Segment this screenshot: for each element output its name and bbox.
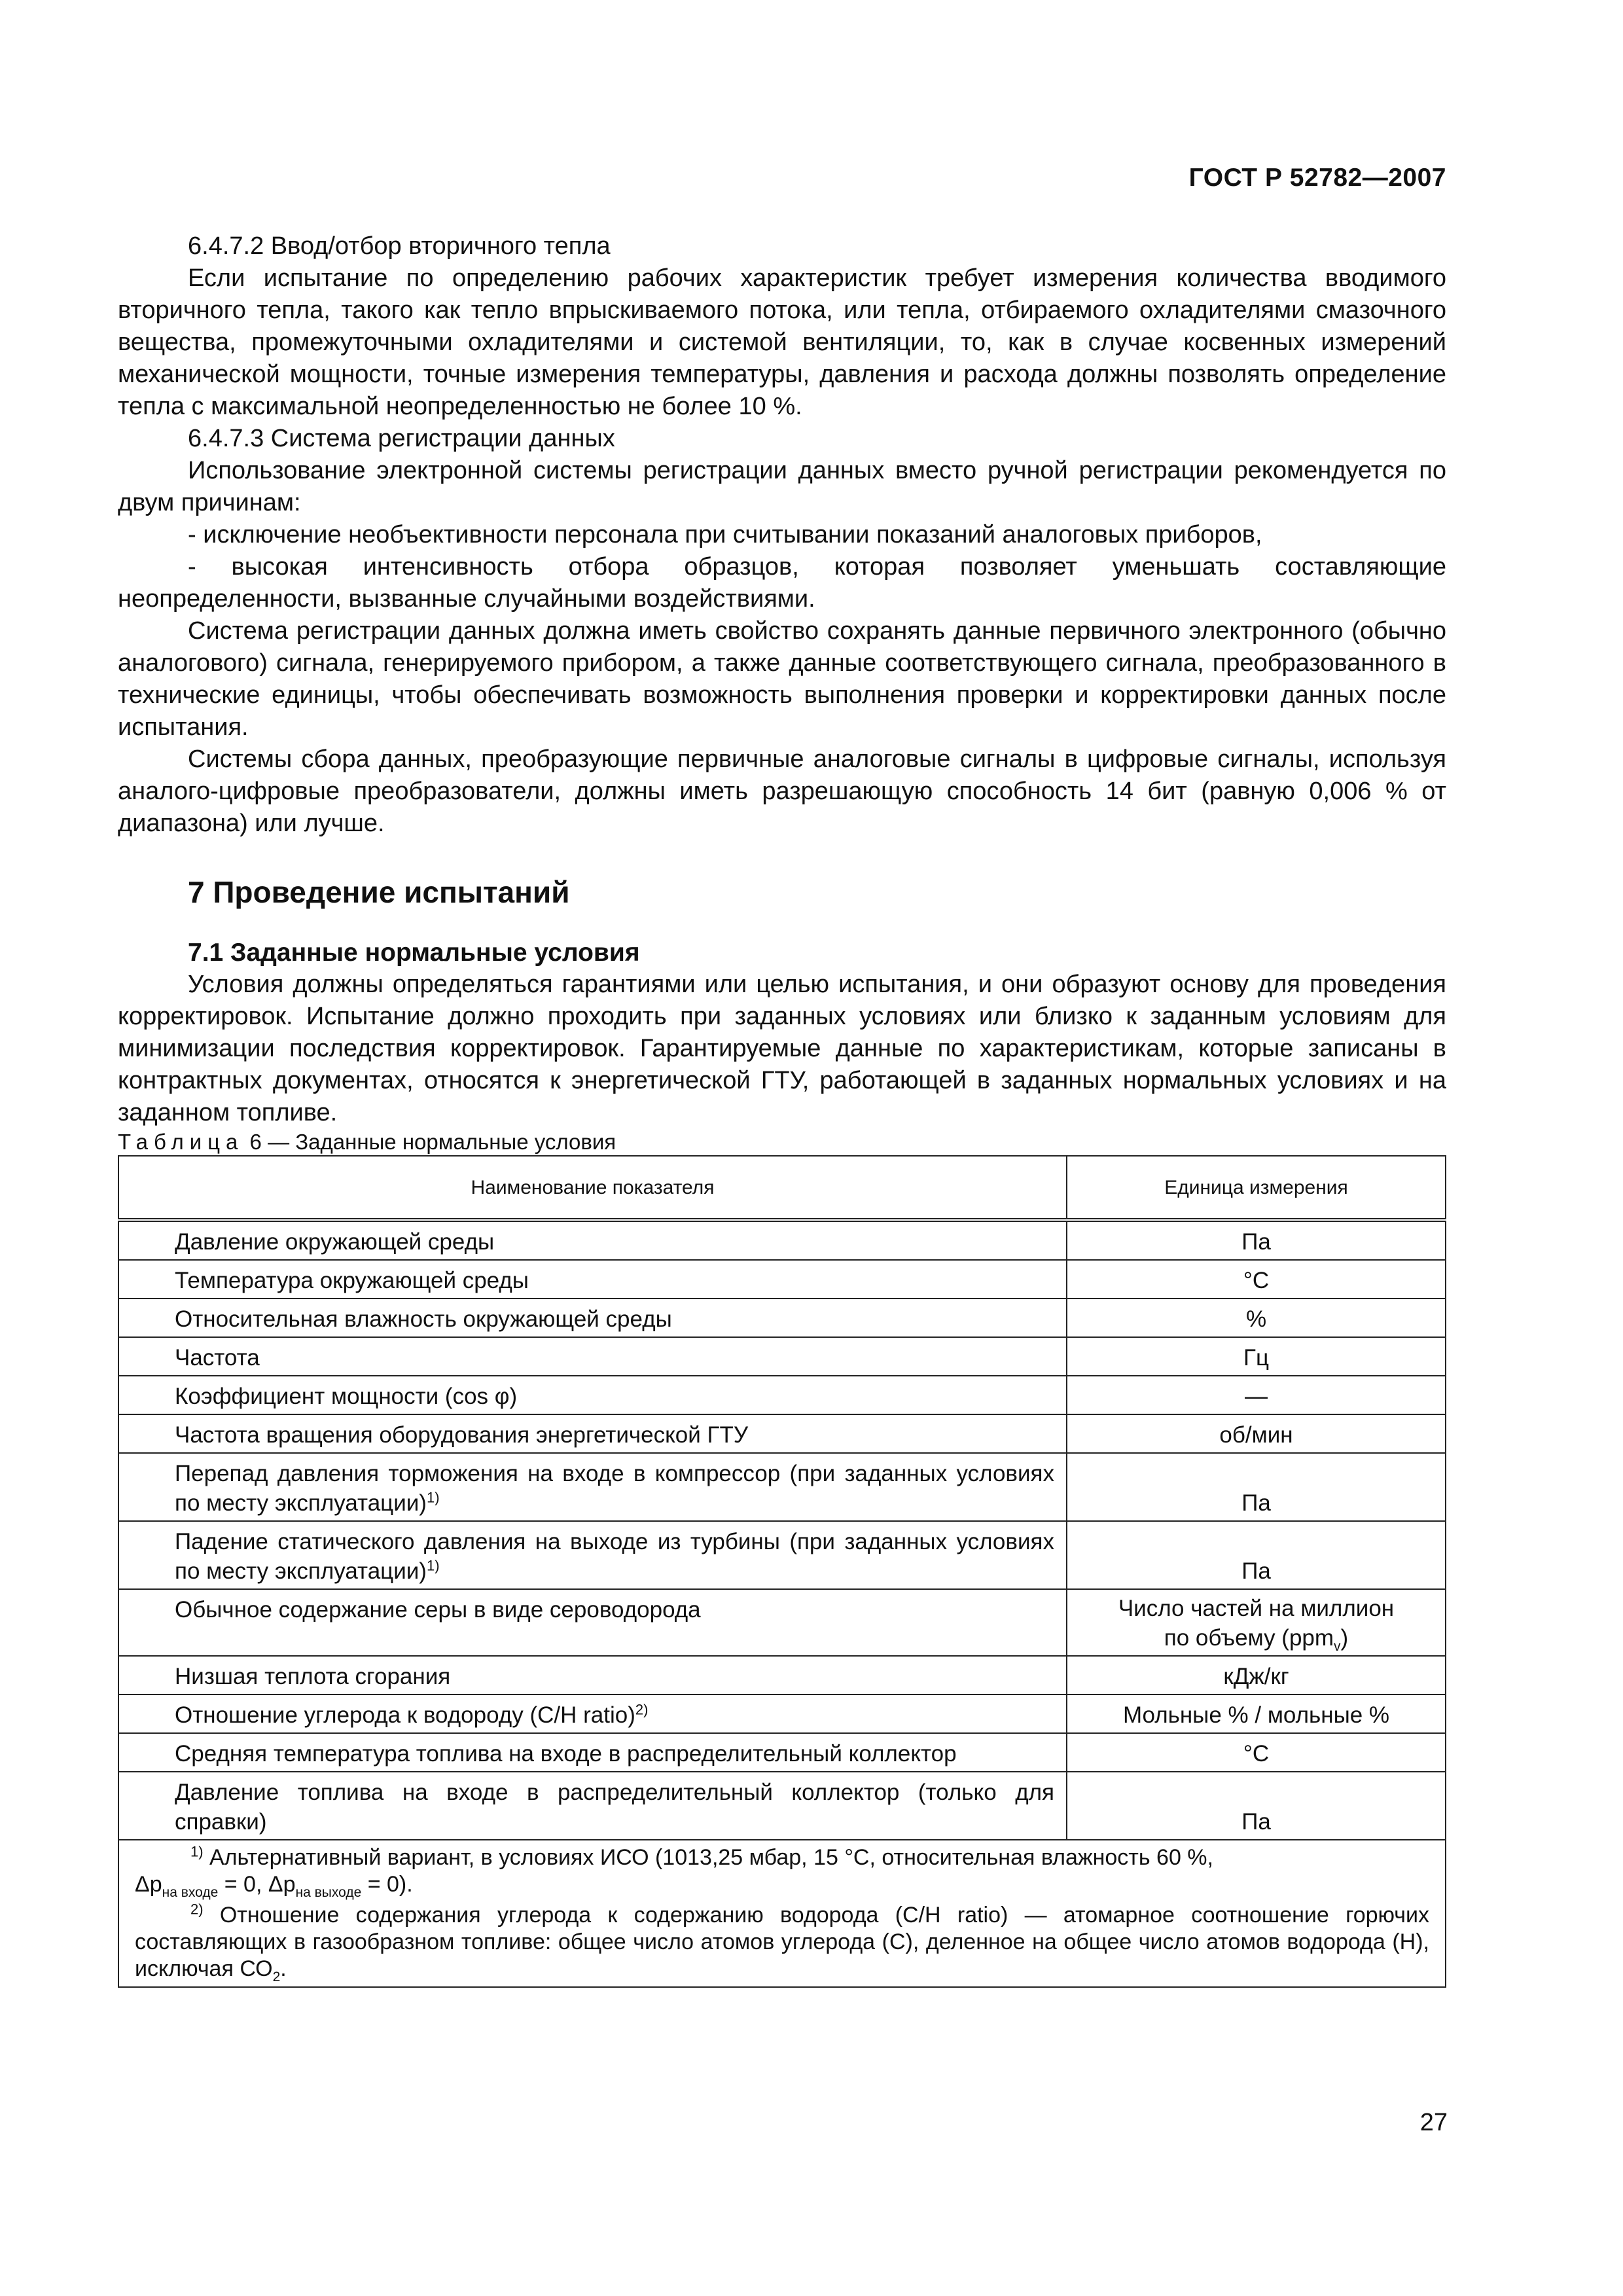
parameter-name: Обычное содержание серы в виде сероводорода [118,1589,1067,1656]
parameter-unit: °С [1067,1260,1446,1299]
table-row [118,1453,1446,1521]
table-row [118,1733,1446,1772]
footnote-1-continuation [135,1871,1429,1898]
table-row [118,1414,1446,1453]
parameter-name: Температура окружающей среды [118,1260,1067,1299]
parameter-unit: кДж/кг [1067,1656,1446,1695]
delta-p: Δр [135,1872,162,1897]
parameter-unit: Гц [1067,1337,1446,1376]
table-caption [118,1129,1446,1155]
footnote-2 [135,1902,1429,1982]
document-code: ГОСТ Р 52782—2007 [1188,164,1446,192]
table-notes-row [118,1840,1446,1987]
table-row [118,1299,1446,1337]
footnote-1 [135,1844,1429,1871]
paragraph: Условия должны определяться гарантиями или целью испытания, и они образуют основу для проведения корректировок. Испытание должно проходить при заданных условиях или близко к заданным условиям для минимизации последствия корректировок. Гарантируемые данные по характеристикам, которые записаны в контрактных документах, относятся к энергетической ГТУ, работающей в заданных нормальных условиях и на заданном топливе. [118,971,1446,1126]
table-header-row [118,1156,1446,1220]
table-row [118,1260,1446,1299]
parameter-unit: % [1067,1299,1446,1337]
table-notes [118,1840,1446,1987]
conditions-table [118,1155,1446,1988]
subsection-title: 7.1 Заданные нормальные условия [188,939,640,967]
footnote-text: = 0). [361,1872,413,1897]
parameter-unit: Па [1067,1772,1446,1840]
parameter-name: Средняя температура топлива на входе в распределительный коллектор [118,1733,1067,1772]
list-item: - высокая интенсивность отбора образцов, которая позволяет уменьшать составляющие неопределенности, вызванные случайными воздействиями. [118,553,1446,613]
footnote-mark: 1) [426,1557,440,1574]
parameter-unit [1067,1589,1446,1656]
footnote-mark: 1) [426,1489,440,1506]
parameter-name: Низшая теплота сгорания [118,1656,1067,1695]
footnote-text: . [280,1956,287,1981]
table-row [118,1695,1446,1733]
subscript-inlet: на входе [162,1884,219,1900]
table-row [118,1772,1446,1840]
paragraph: Использование электронной системы регистрации данных вместо ручной регистрации рекомендуется по двум причинам: [118,457,1446,516]
parameter-name: Давление топлива на входе в распределительный коллектор (только для справки) [118,1772,1067,1840]
footnote-mark: 2) [190,1901,204,1918]
parameter-name [118,1695,1067,1733]
parameter-name: Относительная влажность окружающей среды [118,1299,1067,1337]
table-row [118,1521,1446,1589]
paragraph: Если испытание по определению рабочих характеристик требует измерения количества вводимого вторичного тепла, такого как тепло впрыскиваемого потока, или тепла, отбираемого охладителями смазочного вещества, промежуточными охладителями и системой вентиляции, то, как в случае косвенных измерений механической мощности, точные измерения температуры, давления и расхода должны позволять определение тепла с максимальной неопределенностью не более 10 %. [118,264,1446,420]
paragraph: Система регистрации данных должна иметь свойство сохранять данные первичного электронного (обычно аналогового) сигнала, генерируемого прибором, а также данные соответствующего сигнала, преобразованного в технические единицы, чтобы обеспечивать возможность выполнения проверки и корректировки данных после испытания. [118,617,1446,741]
section-title: 7 Проведение испытаний [188,875,570,909]
page-number: 27 [1419,2109,1448,2136]
parameter-name-text: Отношение углерода к водороду (С/Н ratio) [175,1702,635,1728]
footnote-mark: 1) [190,1843,204,1860]
parameter-unit: Мольные % / мольные % [1067,1695,1446,1733]
table-row [118,1337,1446,1376]
footnote-mark: 2) [635,1701,649,1718]
subscript-outlet: на выходе [295,1884,362,1900]
unit-line: по объему (ppm [1164,1625,1334,1651]
page-content [118,230,1446,1988]
parameter-name: Частота [118,1337,1067,1376]
table-caption-text: 6 — Заданные нормальные условия [243,1130,616,1154]
parameter-unit: — [1067,1376,1446,1414]
footnote-text: Отношение содержания углерода к содержанию водорода (С/Н ratio) — атомарное соотношение горючих составляющих в газообразном топливе: общее число атомов углерода (С), деленное на общее число атомов водорода (Н), исключая СО [135,1903,1429,1981]
table-caption-word: Таблица [118,1130,244,1154]
list-item: - исключение необъективности персонала при считывании показаний аналоговых приборов, [188,521,1262,548]
column-header-name: Наименование показателя [118,1156,1067,1220]
parameter-name [118,1521,1067,1589]
parameter-name [118,1453,1067,1521]
parameter-unit: Па [1067,1521,1446,1589]
parameter-unit: об/мин [1067,1414,1446,1453]
footnote-text: = 0, Δр [218,1872,296,1897]
parameter-name-text: Падение статического давления на выходе из турбины (при заданных условиях по месту эксплуатации) [175,1529,1054,1584]
clause-heading-6-4-7-3: 6.4.7.3 Система регистрации данных [188,425,615,452]
unit-line: Число частей на миллион [1118,1596,1395,1621]
parameter-name: Частота вращения оборудования энергетической ГТУ [118,1414,1067,1453]
unit-subscript: v [1334,1639,1341,1654]
unit-line-end: ) [1340,1625,1349,1651]
footnote-text: Альтернативный вариант, в условиях ИСО (1013,25 мбар, 15 °С, относительная влажность 60 %, [203,1845,1213,1870]
column-header-unit: Единица измерения [1067,1156,1446,1220]
table-row [118,1656,1446,1695]
parameter-name: Давление окружающей среды [118,1220,1067,1260]
parameter-unit: Па [1067,1453,1446,1521]
parameter-name: Коэффициент мощности (cos φ) [118,1376,1067,1414]
parameter-name-text: Перепад давления торможения на входе в компрессор (при заданных условиях по месту эксплуатации) [175,1461,1054,1516]
table-row [118,1376,1446,1414]
table-row [118,1589,1446,1656]
paragraph: Системы сбора данных, преобразующие первичные аналоговые сигналы в цифровые сигналы, используя аналого-цифровые преобразователи, должны иметь разрешающую способность 14 бит (равную 0,006 % от диапазона) или лучше. [118,745,1446,837]
parameter-unit: °С [1067,1733,1446,1772]
subscript: 2 [272,1969,281,1984]
clause-heading-6-4-7-2: 6.4.7.2 Ввод/отбор вторичного тепла [188,232,611,260]
table-row [118,1220,1446,1260]
parameter-unit: Па [1067,1220,1446,1260]
